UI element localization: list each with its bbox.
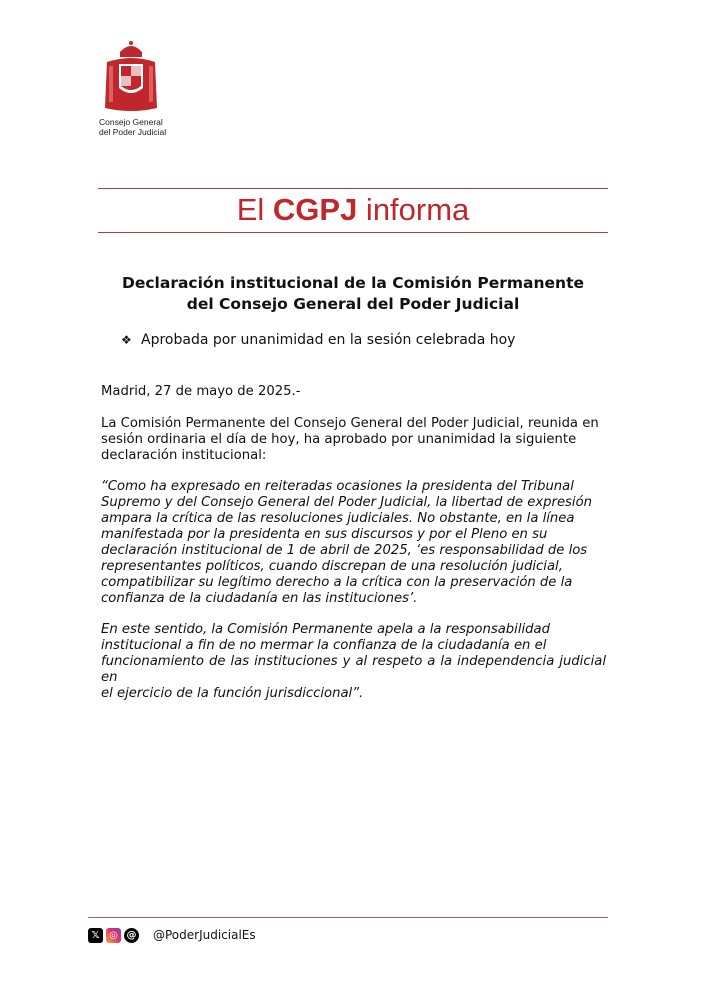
social-handle[interactable]: @PoderJudicialEs <box>153 928 256 942</box>
intro-line: sesión ordinaria el día de hoy, ha aprobado por unanimidad la siguiente <box>101 432 577 447</box>
banner-top-rule <box>98 188 608 189</box>
footer-rule <box>88 917 608 918</box>
quote-line: Supremo y del Consejo General del Poder Judicial, la libertad de expresión <box>101 495 593 510</box>
instagram-icon[interactable]: ◎ <box>106 928 121 943</box>
x-icon[interactable]: 𝕏 <box>88 928 103 943</box>
banner-suffix: informa <box>357 192 470 227</box>
quote-line: institucional a fin de no mermar la confianza de la ciudadanía en el <box>101 638 547 653</box>
quote-paragraph-2 <box>101 622 606 702</box>
quote-line: manifestada por la presidenta en sus discursos y por el Pleno en su <box>101 527 548 542</box>
intro-line: declaración institucional: <box>101 448 267 463</box>
banner-bold: CGPJ <box>272 192 358 227</box>
bullet-text: Aprobada por unanimidad en la sesión celebrada hoy <box>141 332 516 348</box>
footer-social <box>88 926 256 944</box>
threads-icon[interactable]: @ <box>124 928 139 943</box>
quote-line: el ejercicio de la función jurisdiccional”. <box>101 686 364 701</box>
quote-line: funcionamiento de las instituciones y al respeto a la independencia judicial en <box>101 654 606 685</box>
quote-line: ampara la crítica de las resoluciones judiciales. No obstante, en la línea <box>101 511 575 526</box>
diamond-bullet-icon: ❖ <box>121 333 132 347</box>
banner-prefix: El <box>236 192 273 227</box>
org-name-line1: Consejo General <box>99 117 163 127</box>
org-name <box>99 117 166 137</box>
quote-line: “Como ha expresado en reiteradas ocasiones la presidenta del Tribunal <box>101 479 574 494</box>
quote-line: compatibilizar su legítimo derecho a la crítica con la preservación de la <box>101 575 573 590</box>
banner-bottom-rule <box>98 232 608 233</box>
quote-line: declaración institucional de 1 de abril de 2025, ‘es responsabilidad de los <box>101 543 588 558</box>
intro-line: La Comisión Permanente del Consejo General del Poder Judicial, reunida en <box>101 416 599 431</box>
coat-of-arms-icon <box>99 38 179 118</box>
intro-paragraph <box>101 416 606 464</box>
summary-bullet <box>121 331 515 349</box>
title-line1: Declaración institucional de la Comisión Permanente <box>121 274 585 292</box>
quote-line: representantes políticos, cuando discrepan de una resolución judicial, <box>101 559 563 574</box>
quote-line: En este sentido, la Comisión Permanente apela a la responsabilidad <box>101 622 550 637</box>
quote-paragraph-1 <box>101 479 606 607</box>
dateline: Madrid, 27 de mayo de 2025.- <box>101 384 301 399</box>
page-title <box>98 273 608 315</box>
org-name-line2: del Poder Judicial <box>99 127 167 137</box>
title-line2: del Consejo General del Poder Judicial <box>186 295 520 313</box>
banner-title <box>98 190 608 230</box>
quote-line: confianza de la ciudadanía en las instituciones’. <box>101 591 418 606</box>
